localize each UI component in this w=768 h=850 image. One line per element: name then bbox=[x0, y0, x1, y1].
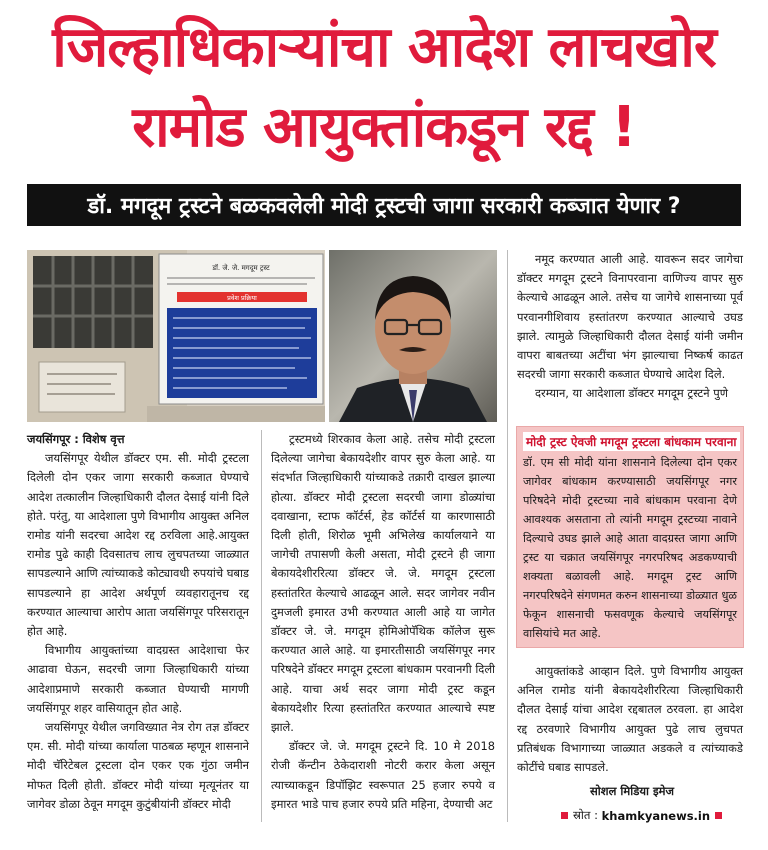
subheadline: डॉ. मगदूम ट्रस्टने बळकवलेली मोदी ट्रस्टची जागा सरकारी कब्जात येणार ? bbox=[87, 194, 681, 219]
highlight-box bbox=[516, 426, 744, 648]
image-credit: सोशल मिडिया इमेज bbox=[590, 784, 675, 798]
subheadline-bar bbox=[27, 184, 741, 226]
highlight-box-body: डॉ. एम सी मोदी यांना शासनाने दिलेल्या दोन एकर जागेवर बांधकाम करण्यासाठी जयसिंगपूर नगर परिषदेने मोदी ट्रस्टच्या नावे बांधकाम परवाना देणे आवश्यक असताना तो त्यांनी मगदूम ट्रस्टच्या नावाने दिल्याचे उघड झाले आहे आता वादग्रस्त जागा आणि ट्रस्ट या चक्रात जयसिंगपूर नगरपरिषद अडकण्याची शक्यता बळावली आहे. मगदूम ट्रस्ट आणि नगरपरिषदेने संगणमत करुन शासनाच्या डोळ्यात धुळ फेकून शासनाची फसवणूक केल्याचे जयसिंगपूर वासियांचे मत आहे. bbox=[523, 456, 737, 640]
paragraph: ट्रस्टमध्ये शिरकाव केला आहे. तसेच मोदी ट्रस्टला दिलेल्या जागेचा बेकायदेशीर वापर सुरु केला आहे. या संदर्भात जिल्हाधिकारी यांच्याकडे तक्रारी दाखल झाल्या होत्या. डॉक्टर मोदी ट्रस्टला सदरची जागा डोळ्यांचा दवाखाना, स्टाफ कॉर्टर्स, हेड कॉर्टर्स या कारणासाठी दिली होती, शिरोळ भूमी अभिलेख कार्यालयाने या जागेची तपासणी केली असता, मोदी ट्रस्टने ही जागा बेकायदेशीररित्या डॉक्टर जे. जे. मगदूम ट्रस्टला हस्तांतरित केल्याचे आढळून आले. सदर जागेवर नवीन दुमजली इमारत उभी करण्यात आली आहे या जागेत डॉक्टर जे. जे. मगदूम होमिओपॅथिक कॉलेज सुरू करण्यात आले आहे. या इमारतीसाठी जयसिंगपूर नगर परिषदेने डॉक्टर मगदूम ट्रस्टला बांधकाम परवानगी दिली आहे. याचा अर्थ सदर जागा मोदी ट्रस्ट कडून बेकायदेशीर रित्या हस्तांतरित करण्यात आल्याचे स्पष्ट झाले. bbox=[271, 432, 495, 735]
highlight-box-title: मोदी ट्रस्ट ऐवजी मगदूम ट्रस्टला बांधकाम परवाना bbox=[523, 432, 740, 451]
column-divider bbox=[507, 250, 508, 822]
board-subheading: प्रवेश प्रक्रिया bbox=[227, 294, 257, 302]
paragraph: नमूद करण्यात आली आहे. यावरून सदर जागेचा डॉक्टर मगदूम ट्रस्टने विनापरवाना वाणिज्य वापर सुरु केल्याचे आढळून आले. तसेच या जागेचे शासनाच्या पूर्व परवानगीशिवाय हस्तांतरण करण्यात आल्याचे उघड झाले. त्यामुळे जिल्हाधिकारी दौलत देसाई यांनी जमीन वापरा बाबतच्या अटींचा भंग झाल्याचा निष्कर्ष काढत सदरची जागा सरकारी कब्जात घेण्याचे आदेश दिले. bbox=[517, 252, 743, 382]
article-column-3-bottom bbox=[517, 662, 743, 777]
paragraph: डॉक्टर जे. जे. मगदूम ट्रस्टने दि. 10 मे 2018 रोजी कॅन्टीन ठेकेदाराशी नोटरी करार केला असून त्याच्याकडून डिपॉझिट स्वरूपात 25 हजार रुपये व इमारत भाडे पाच हजार रुपये प्रति महिना, देण्याची अट bbox=[271, 739, 495, 811]
board-heading: डॉ. जे. जे. मगदूम ट्रस्ट bbox=[212, 264, 270, 272]
headline-line-1: जिल्हाधिकाऱ्यांचा आदेश लाचखोर bbox=[52, 15, 716, 80]
paragraph: जयसिंगपूर येथील जगविख्यात नेत्र रोग तज्ञ डॉक्टर एम. सी. मोदी यांच्या कार्याला पाठबळ म्हणून शासनाने मोदी चॅरिटेबल ट्रस्टला दोन एकर एक गुंठा जमीन मोफत दिली होती. डॉक्टर मोदी यांच्या मृत्यूनंतर या जागेवर डोळा ठेवून मगदूम कुटुंबीयांनी डॉक्टर मोदी bbox=[27, 720, 249, 811]
article-column-2 bbox=[271, 430, 495, 814]
portrait-photo bbox=[329, 250, 497, 422]
source-site: khamkyanews.in bbox=[601, 808, 711, 823]
square-bullet-icon bbox=[561, 812, 568, 819]
article-column-3-top bbox=[517, 250, 743, 404]
headline-line-2: रामोड आयुक्तांकडून रद्द ! bbox=[132, 95, 636, 160]
source-label: स्रोत : bbox=[573, 808, 598, 822]
square-bullet-icon bbox=[715, 812, 722, 819]
notice-board-photo bbox=[27, 250, 325, 422]
paragraph: दरम्यान, या आदेशाला डॉक्टर मगदूम ट्रस्टने पुणे bbox=[535, 386, 728, 401]
paragraph: आयुक्तांकडे आव्हान दिले. पुणे विभागीय आयुक्त अनिल रामोड यांनी बेकायदेशीररित्या जिल्हाधिकारी दौलत देसाई यांचा आदेश रद्दबातल ठरवला. हा आदेश रद्द ठरवणारे विभागीय आयुक्त पुढे लाच लुचपत प्रतिबंधक विभागाच्या जाळ्यात अडकले व त्यांच्याकडे कोटींचे घबाड सापडले. bbox=[517, 664, 743, 775]
article-column-1 bbox=[27, 430, 249, 814]
paragraph: विभागीय आयुक्तांच्या वादग्रस्त आदेशाचा फेर आढावा घेऊन, सदरची जागा जिल्हाधिकारी यांच्या आदेशाप्रमाणे सरकारी कब्जात घेण्याची मागणी जयसिंगपूर शहर वासियातून होत आहे. bbox=[27, 643, 249, 715]
paragraph: जयसिंगपूर येथील डॉक्टर एम. सी. मोदी ट्रस्टला दिलेली दोन एकर जागा सरकारी कब्जात घेण्याचे आदेश तत्कालीन जिल्हाधिकारी दौलत देसाई यांनी दिले होते. परंतु, या आदेशाला पुणे विभागीय आयुक्त अनिल रामोड यांनी सदरचा आदेश रद्द ठरविला आहे.आयुक्त रामोड पुढे काही दिवसातच लाच लुचपतच्या जाळ्यात सापडल्याने आणि त्यांच्याकडे कोट्यावधी रुपयांचे घबाड सापडल्याने हा आदेश अर्थपूर्ण व्यवहारातूनच रद्द करण्यात आल्याचा आरोप आता जयसिंगपूर परिसरातून होत आहे. bbox=[27, 451, 249, 639]
byline: जयसिंगपूर : विशेष वृत्त bbox=[27, 432, 125, 446]
column-divider bbox=[261, 430, 262, 822]
source-line bbox=[556, 808, 727, 823]
